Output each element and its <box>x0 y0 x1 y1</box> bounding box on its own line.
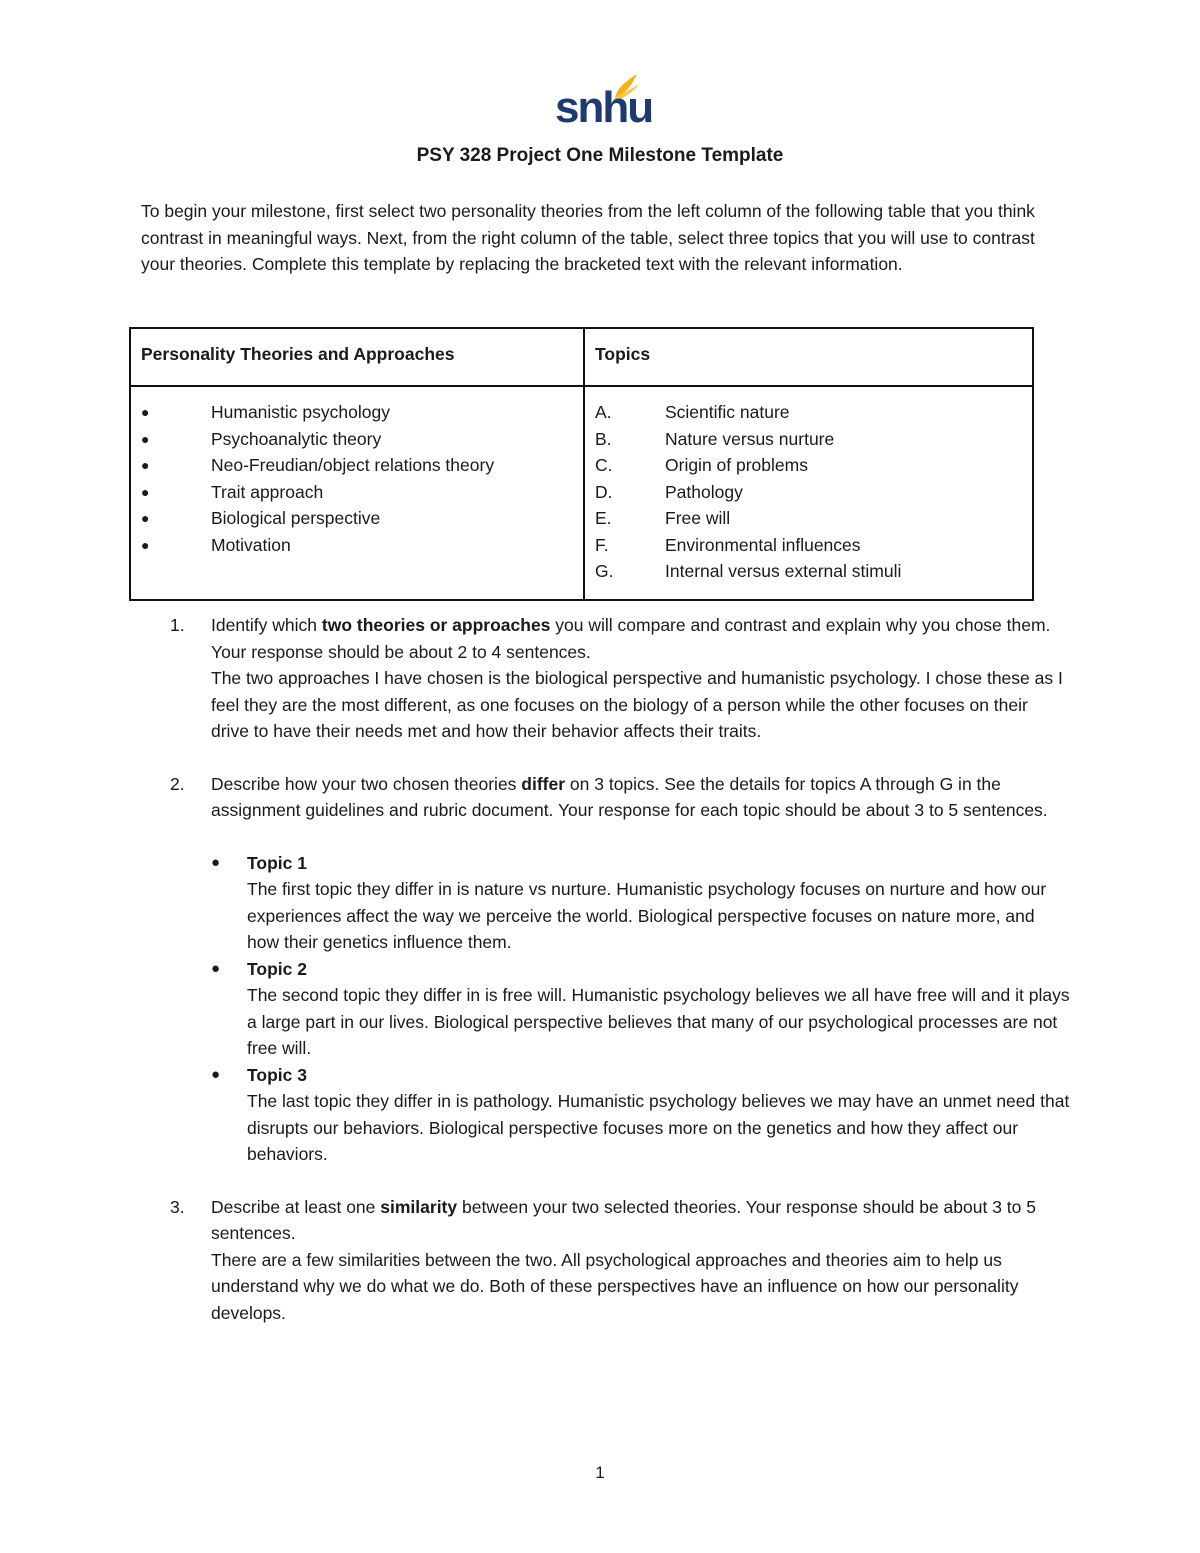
question-answer: There are a few similarities between the two. All psychological approaches and theories aim to help us understand why we do what we do. Both of these perspectives have an influence on how our personality develops. <box>211 1249 1019 1323</box>
intro-paragraph <box>141 198 1071 278</box>
theory-item: ● Biological perspective <box>141 505 573 532</box>
theories-cell <box>130 386 584 600</box>
question-2: 2. Describe how your two chosen theories differ on 3 topics. See the details for topics A through G in the assignment guidelines and rubric document. Your response for each topic should be about 3 to 5 sentences. ● Topic 1 The first topic they differ in is nature vs nurture. Humanistic psychology focuses on nurture and how our experiences affect the way we perceive the world. Biological perspective focuses on nature more, and how their genetics influence them. ● Topic 2 The second topic they differ in is free will. Humanistic psychology believes we all have free will and it plays a large part in our lives. Biological perspective believes that many of our psychological processes are not free will. ● Topic 3 The last topic they differ in is pathology. Humanistic psychology believes we may have an unmet need that disrupts our behaviors. Biological perspective focuses more on the genetics and how they affect our behaviors. <box>170 771 1070 1168</box>
topic-item: B. Nature versus nurture <box>595 428 835 449</box>
topic-item: D. Pathology <box>595 481 743 502</box>
topics-cell <box>584 386 1033 600</box>
bullet-icon: ● <box>141 483 150 500</box>
question-1: 1. Identify which two theories or approaches you will compare and contrast and explain why you chose them. Your response should be about 2 to 4 sentences. The two approaches I have chosen is the biological perspective and humanistic psychology. I chose these as I feel they are the most different, as one focuses on the biology of a person while the other focuses on their drive to have their needs met and how their behavior affects their traits. <box>170 612 1070 745</box>
bullet-icon: ● <box>141 404 150 420</box>
question-list <box>170 612 1070 1352</box>
topic-list <box>211 850 1070 1168</box>
logo-text: snhu <box>555 83 653 132</box>
topic-answer: ● Topic 2 The second topic they differ in is free will. Humanistic psychology believes we all have free will and it plays a large part in our lives. Biological perspective believes that many of our psychological processes are not free will. <box>211 956 1070 1062</box>
theories-topics-table <box>129 327 1034 601</box>
question-prompt: Describe how your two chosen theories differ on 3 topics. See the details for topics A through G in the assignment guidelines and rubric document. Your response for each topic should be about 3 to 5 sentences. <box>211 773 1048 820</box>
table-header-theories: Personality Theories and Approaches <box>130 328 584 386</box>
topic-item: C. Origin of problems <box>595 455 808 475</box>
intro-text: To begin your milestone, first select two personality theories from the left column of the following table that you think contrast in meaningful ways. Next, from the right column of the table, select three topics that you will use to contrast your theories. Complete this template by replacing the bracketed text with the relevant information. <box>141 201 1035 274</box>
bullet-icon: ● <box>211 959 221 977</box>
theory-item: ● Psychoanalytic theory <box>141 426 573 453</box>
topic-answer: ● Topic 1 The first topic they differ in is nature vs nurture. Humanistic psychology focuses on nurture and how our experiences affect the way we perceive the world. Biological perspective focuses on nature more, and how their genetics influence them. <box>211 850 1070 956</box>
question-3: 3. Describe at least one similarity between your two selected theories. Your response should be about 3 to 5 sentences. There are a few similarities between the two. All psychological approaches and theories aim to help us understand why we do what we do. Both of these perspectives have an influence on how our personality develops. <box>170 1194 1070 1327</box>
bullet-icon: ● <box>141 536 150 553</box>
bullet-icon: ● <box>141 430 150 447</box>
table-header-topics: Topics <box>584 328 1033 386</box>
theory-item: ● Neo-Freudian/object relations theory <box>141 452 573 479</box>
topic-item: G. Internal versus external stimuli <box>595 561 902 581</box>
theory-item: ● Trait approach <box>141 479 573 506</box>
topic-answer: ● Topic 3 The last topic they differ in is pathology. Humanistic psychology believes we may have an unmet need that disrupts our behaviors. Biological perspective focuses more on the genetics and how they affect our behaviors. <box>211 1062 1070 1168</box>
question-prompt: Identify which two theories or approaches you will compare and contrast and explain why you chose them. Your response should be about 2 to 4 sentences. <box>211 615 1051 662</box>
page-number: 1 <box>595 1463 605 1482</box>
topic-item: A. Scientific nature <box>595 402 790 422</box>
document-title: PSY 328 Project One Milestone Template <box>416 145 784 166</box>
question-prompt: Describe at least one similarity between your two selected theories. Your response should be about 3 to 5 sentences. <box>211 1196 1036 1243</box>
question-answer: The two approaches I have chosen is the biological perspective and humanistic psychology. I chose these as I feel they are the most different, as one focuses on the biology of a person while the other focuses on their drive to have their needs met and how their behavior affects their traits. <box>211 668 1063 741</box>
theory-item: ● Motivation <box>141 532 573 559</box>
bullet-icon: ● <box>141 457 150 473</box>
topic-item: E. Free will <box>595 508 731 528</box>
snhu-logo <box>553 72 653 134</box>
bullet-icon: ● <box>211 853 221 871</box>
bullet-icon: ● <box>141 510 150 526</box>
topic-item: F. Environmental influences <box>595 534 861 555</box>
bullet-icon: ● <box>211 1065 221 1083</box>
theory-item: ● Humanistic psychology <box>141 399 573 426</box>
